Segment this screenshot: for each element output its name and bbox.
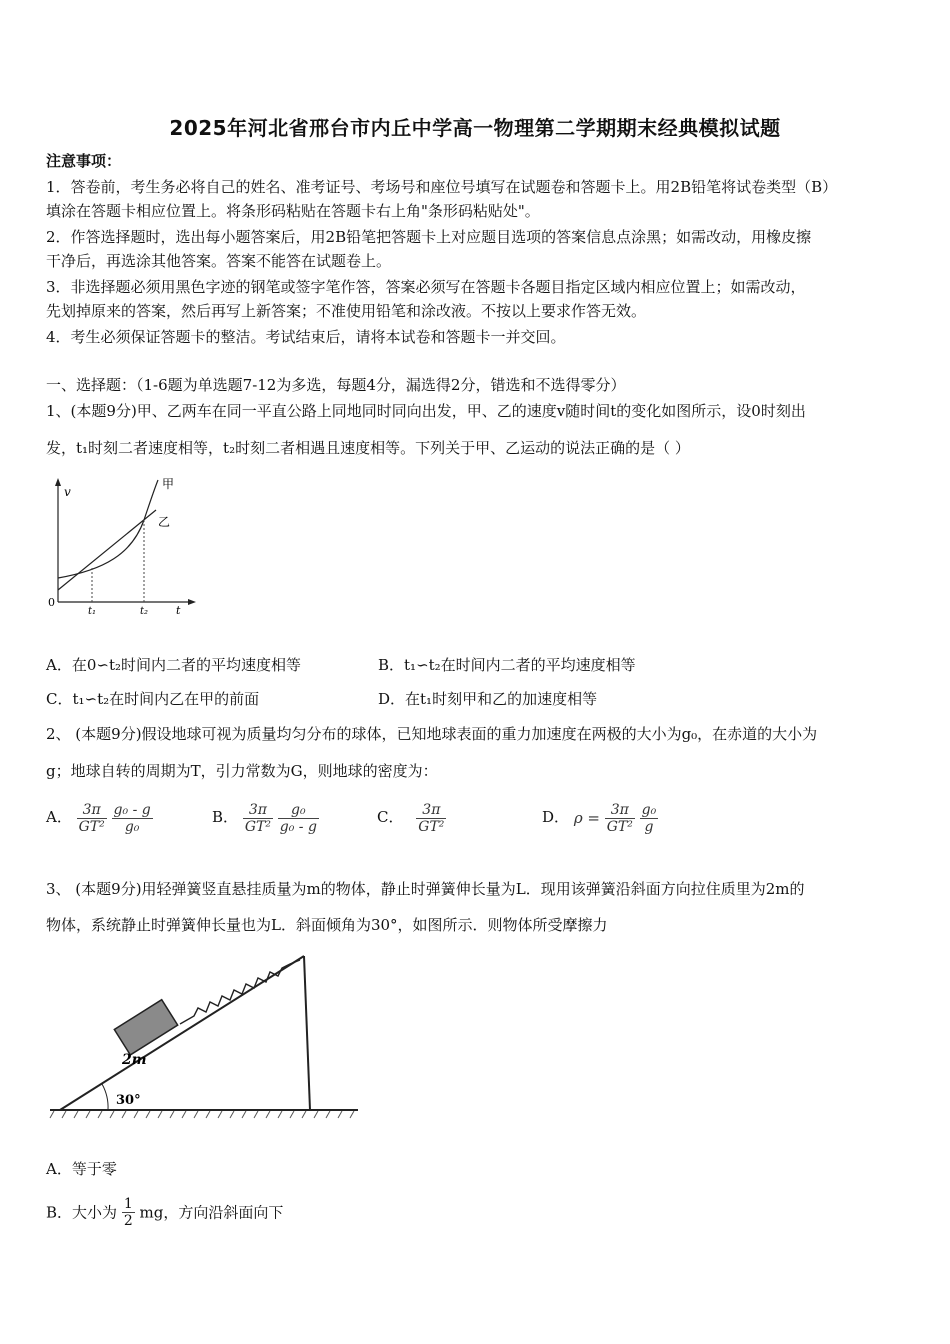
q2-option-c[interactable] [377, 797, 446, 837]
t1-label: t₁ [88, 606, 97, 617]
line-yi [58, 510, 156, 590]
q1-text-1: 1、(本题9分)甲、乙两车在同一平直公路上同地同时同向出发，甲、乙的速度v随时间t的变化如图所示，设0时刻出 [46, 402, 806, 420]
notice-line-6: 先划掉原来的答案，然后再写上新答案；不准使用铅笔和涂改液。不按以上要求作答无效。 [46, 302, 647, 320]
t-label: t [176, 604, 181, 617]
q3-text-1: 3、 (本题9分)用轻弹簧竖直悬挂质量为m的物体，静止时弹簧伸长量为L．现用该弹簧沿斜面方向拉住质里为2m的 [46, 880, 805, 898]
notice-line-2: 填涂在答题卡相应位置上。将条形码粘贴在答题卡右上角"条形码粘贴处"。 [46, 202, 540, 220]
q3-option-a[interactable]: A．等于零 [46, 1160, 117, 1178]
q2-b-frac2: $\frac{\text{g₀}}{\text{g₀ - g}}$ [279, 801, 317, 835]
q2-a-frac2: $\frac{\text{g₀ - g}}{\text{g₀}}$ [113, 801, 151, 835]
notice-line-7: 4．考生必须保证答题卡的整洁。考试结束后，请将本试卷和答题卡一并交回。 [46, 328, 566, 346]
q2-c-frac: $\frac{3\pi}{\text{GT²}}$ [418, 801, 445, 835]
q2-text-2: g；地球自转的周期为T，引力常数为G，则地球的密度为： [46, 762, 438, 780]
q3-b-pre: B．大小为 [46, 1203, 118, 1222]
q2-option-d[interactable] [542, 797, 658, 837]
q3-incline-diagram [46, 950, 366, 1126]
q2-d-rho: ρ = [573, 809, 600, 827]
incline-back [304, 956, 310, 1110]
notice-line-4: 干净后，再选涂其他答案。答案不能答在试题卷上。 [46, 252, 392, 270]
q3-b-post: mg，方向沿斜面向下 [139, 1203, 284, 1222]
q2-a-label: A． [46, 808, 72, 826]
t-arrow [188, 599, 196, 605]
ground-hatching [50, 1111, 354, 1118]
notice-line-3: 2．作答选择题时，选出每小题答案后，用2B铅笔把答题卡上对应题目选项的答案信息点涂黑；如需改动，用橡皮擦 [46, 228, 812, 246]
page-title: 2025年河北省邢台市内丘中学高一物理第二学期期末经典模拟试题 [169, 116, 781, 140]
q2-text-1: 2、 (本题9分)假设地球可视为质量均匀分布的球体，已知地球表面的重力加速度在两极的大小为g₀，在赤道的大小为 [46, 725, 818, 743]
q3-b-frac: $\frac{1}{2}$ [123, 1196, 133, 1229]
q1-vt-graph [44, 474, 200, 618]
notice-heading: 注意事项： [46, 152, 122, 170]
q2-a-frac1: $\frac{3\pi}{\text{GT²}}$ [78, 801, 105, 835]
q1-option-c[interactable]: C．t₁∽t₂在时间内乙在甲的前面 [46, 690, 260, 708]
block-2m [114, 1000, 177, 1055]
q1-text-2: 发，t₁时刻二者速度相等，t₂时刻二者相遇且速度相等。下列关于甲、乙运动的说法正确的是（ ） [46, 439, 690, 457]
q1-option-a[interactable]: A．在0∽t₂时间内二者的平均速度相等 [46, 656, 301, 674]
q2-option-b[interactable] [212, 797, 319, 837]
origin-label: 0 [48, 596, 55, 609]
mass-label: 2m [122, 1052, 147, 1068]
angle-arc [102, 1084, 108, 1110]
q1-option-d[interactable]: D．在t₁时刻甲和乙的加速度相等 [378, 690, 598, 708]
q2-d-frac1: $\frac{3\pi}{\text{GT²}}$ [606, 801, 633, 835]
q1-option-b[interactable]: B．t₁∽t₂在时间内二者的平均速度相等 [378, 656, 636, 674]
q3-option-b[interactable] [46, 1196, 283, 1229]
q2-c-label: C． [377, 808, 404, 826]
q2-b-label: B． [212, 808, 239, 826]
notice-line-1: 1．答卷前，考生务必将自己的姓名、准考证号、考场号和座位号填写在试题卷和答题卡上。用2B铅笔将试卷类型（B） [46, 178, 838, 196]
q2-b-frac1: $\frac{3\pi}{\text{GT²}}$ [244, 801, 271, 835]
q3-text-2: 物体，系统静止时弹簧伸长量也为L．斜面倾角为30°，如图所示．则物体所受摩擦力 [46, 916, 608, 934]
v-label: v [64, 485, 71, 499]
v-arrow [55, 478, 61, 486]
t2-label: t₂ [140, 606, 149, 617]
section-heading: 一、选择题：（1-6题为单选题7-12为多选，每题4分，漏选得2分，错选和不选得零分） [46, 376, 626, 394]
q2-d-label: D． [542, 808, 570, 826]
q2-option-a[interactable] [46, 797, 153, 837]
notice-line-5: 3．非选择题必须用黑色字迹的钢笔或签字笔作答，答案必须写在答题卡各题目指定区域内相应位置上；如需改动， [46, 278, 806, 296]
yi-label: 乙 [158, 515, 171, 529]
jia-label: 甲 [162, 477, 175, 491]
curve-jia [58, 480, 158, 578]
q2-d-frac2: $\frac{\text{g₀}}{g}$ [641, 801, 657, 835]
angle-label: 30° [116, 1093, 141, 1108]
